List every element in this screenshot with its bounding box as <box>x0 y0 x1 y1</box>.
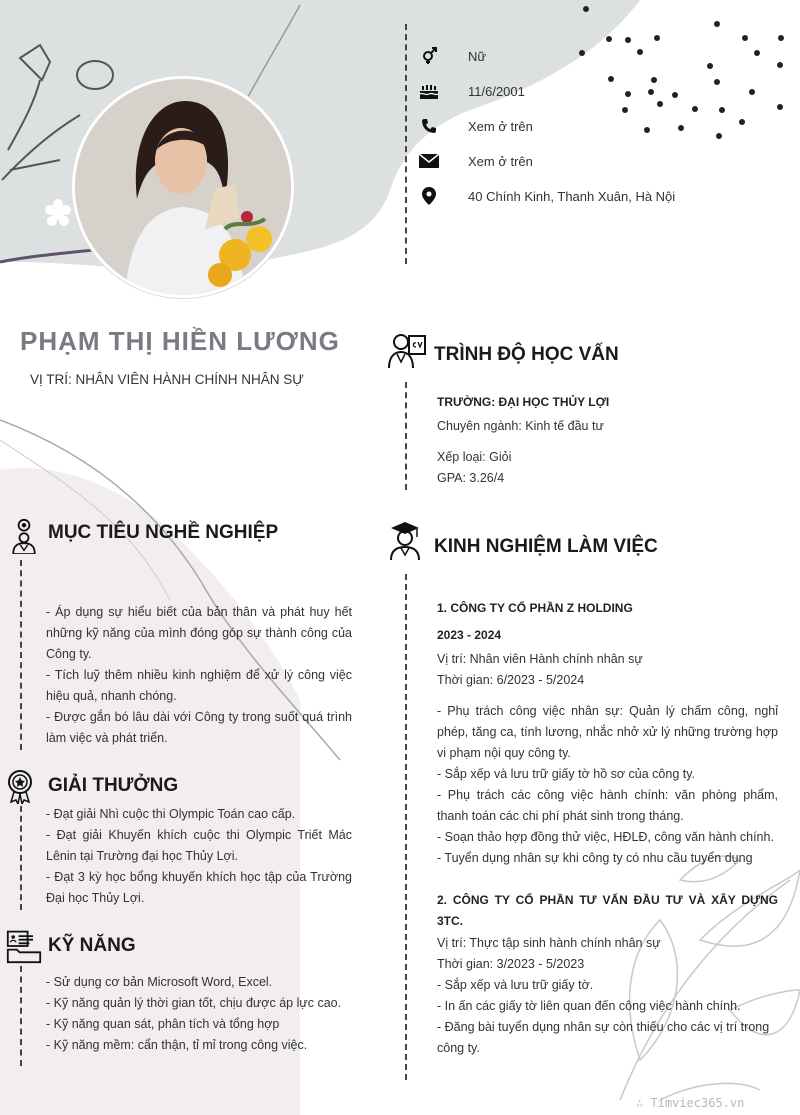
job-1-role: Vị trí: Nhân viên Hành chính nhân sự <box>437 652 643 666</box>
email-icon <box>418 150 440 172</box>
duty-item: - Phụ trách công việc nhân sự: Quản lý chấm công, nghỉ phép, tăng ca, tính lương, nhắc nhở xử lý những trường hợp vi phạm nội quy công ty. <box>437 704 778 760</box>
awards-body <box>46 804 352 909</box>
contact-birthday-text: 11/6/2001 <box>468 83 525 99</box>
education-school: TRƯỜNG: ĐẠI HỌC THỦY LỢI <box>437 395 610 409</box>
contact-address-text: 40 Chính Kinh, Thanh Xuân, Hà Nội <box>468 188 676 204</box>
job-2-company: 2. CÔNG TY CỔ PHẦN TƯ VẤN ĐẦU TƯ VÀ XÂY DỰNG 3TC. <box>437 893 778 928</box>
contact-gender-text: Nữ <box>468 48 487 64</box>
skill-item: - Kỹ năng mềm: cẩn thận, tỉ mỉ trong công việc. <box>46 1038 308 1052</box>
skills-body <box>46 972 366 1056</box>
award-item: - Đạt giải Khuyến khích cuộc thi Olympic Triết Mác Lênin tại Trường đại học Thủy Lợi. <box>46 828 352 863</box>
graduate-person-icon <box>387 520 423 560</box>
skill-item: - Kỹ năng quan sát, phân tích và tổng hợp <box>46 1017 280 1031</box>
objective-body <box>46 602 352 749</box>
objective-line: - Áp dụng sự hiểu biết của bản thân và phát huy hết những kỹ năng của mình đóng góp sự thành công của Công ty. <box>46 605 352 661</box>
skill-item: - Sử dụng cơ bản Microsoft Word, Excel. <box>46 975 273 989</box>
job-2-time: Thời gian: 3/2023 - 5/2023 <box>437 957 585 971</box>
objective-divider <box>20 560 22 750</box>
profile-photo <box>72 76 294 298</box>
award-medal-icon <box>6 768 42 804</box>
award-item: - Đạt giải Nhì cuộc thi Olympic Toán cao cấp. <box>46 807 296 821</box>
skill-item: - Kỹ năng quản lý thời gian tốt, chịu được áp lực cao. <box>46 996 342 1010</box>
candidate-position: VỊ TRÍ: NHÂN VIÊN HÀNH CHÍNH NHÂN SỰ <box>30 372 304 387</box>
job-1-time: Thời gian: 6/2023 - 5/2024 <box>437 673 585 687</box>
objective-title: MỤC TIÊU NGHỀ NGHIỆP <box>48 522 279 543</box>
contact-birthday <box>418 80 525 102</box>
job-1-company: 1. CÔNG TY CỔ PHẦN Z HOLDING <box>437 601 633 615</box>
education-title: TRÌNH ĐỘ HỌC VẤN <box>434 344 619 365</box>
duty-item: - Sắp xếp và lưu trữ giấy tờ. <box>437 978 594 992</box>
contact-phone-text: Xem ở trên <box>468 118 533 134</box>
education-major: Chuyên ngành: Kinh tế đầu tư <box>437 419 604 433</box>
job-1-duties <box>437 701 778 869</box>
duty-item: - Đăng bài tuyển dụng nhân sự còn thiếu cho các vị trí trong công ty. <box>437 1020 770 1055</box>
duty-item: - In ấn các giấy tờ liên quan đến công việc hành chính. <box>437 999 741 1013</box>
target-person-icon <box>6 518 42 554</box>
objective-line: - Được gắn bó lâu dài với Công ty trong suốt quá trình làm việc và phát triển. <box>46 710 352 745</box>
person-photo-icon <box>75 79 291 295</box>
award-item: - Đạt 3 kỳ học bổng khuyến khích học tập của Trường Đại học Thủy Lợi. <box>46 870 352 905</box>
gender-icon <box>418 45 440 67</box>
education-divider <box>405 382 407 490</box>
objective-line: - Tích luỹ thêm nhiều kinh nghiệm để xử lý công việc hiệu quả, nhanh chóng. <box>46 668 352 703</box>
job-1-years: 2023 - 2024 <box>437 628 502 642</box>
duty-item: - Sắp xếp và lưu trữ giấy tờ hồ sơ của công ty. <box>437 767 696 781</box>
skills-title: KỸ NĂNG <box>48 935 136 956</box>
job-2-role: Vị trí: Thực tập sinh hành chính nhân sự <box>437 936 661 950</box>
skills-divider <box>20 966 22 1066</box>
education-rank: Xếp loại: Giỏi <box>437 450 512 464</box>
profile-folder-icon <box>6 928 42 964</box>
cv-person-icon <box>387 332 427 368</box>
education-gpa: GPA: 3.26/4 <box>437 471 505 485</box>
duty-item: - Phụ trách các công việc hành chính: văn phòng phẩm, thanh toán các chi phí phát sinh trong tháng. <box>437 788 778 823</box>
duty-item: - Tuyển dụng nhân sự khi công ty có nhu cầu tuyển dụng <box>437 851 753 865</box>
job-2-duties <box>437 975 782 1059</box>
phone-icon <box>418 115 440 137</box>
awards-title: GIẢI THƯỞNG <box>48 775 179 796</box>
candidate-name: PHẠM THỊ HIỀN LƯƠNG <box>20 326 340 356</box>
awards-divider <box>20 806 22 910</box>
contact-address <box>418 185 676 207</box>
birthday-cake-icon <box>418 80 440 102</box>
contact-divider <box>405 24 407 264</box>
location-pin-icon <box>418 185 440 207</box>
contact-email <box>418 150 533 172</box>
contact-gender <box>418 45 487 67</box>
experience-title: KINH NGHIỆM LÀM VIỆC <box>434 536 658 557</box>
watermark: ∴ Timviec365.vn <box>636 1096 745 1110</box>
contact-email-text: Xem ở trên <box>468 153 533 169</box>
experience-divider <box>405 574 407 1080</box>
duty-item: - Soạn thảo hợp đồng thử việc, HĐLĐ, công văn hành chính. <box>437 830 774 844</box>
contact-phone <box>418 115 533 137</box>
